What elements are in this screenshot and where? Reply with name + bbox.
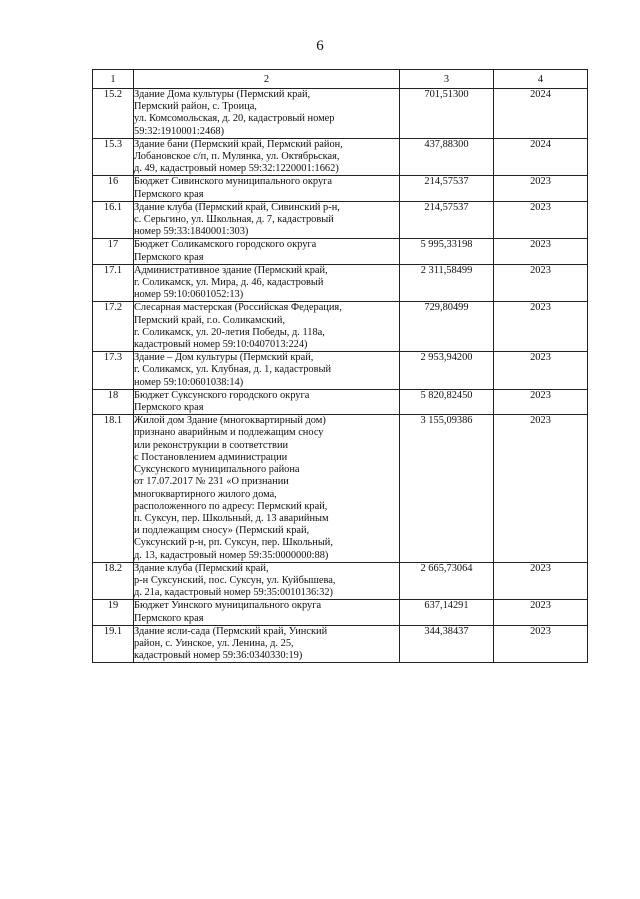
row-description: Здание клуба (Пермский край, р-н Суксунский, пос. Суксун, ул. Куйбышева, д. 21а, кадастровый номер 59:35:0010136:32) bbox=[134, 562, 336, 599]
row-number-cell bbox=[93, 89, 134, 139]
row-number: 16 bbox=[107, 176, 119, 188]
row-number-cell bbox=[93, 352, 134, 390]
row-amount: 2 953,94200 bbox=[420, 352, 473, 364]
table-row bbox=[93, 600, 588, 625]
row-year: 2023 bbox=[530, 625, 551, 637]
row-number-cell bbox=[93, 389, 134, 414]
row-amount-cell bbox=[400, 89, 494, 139]
row-year-cell bbox=[494, 415, 588, 562]
row-description: Бюджет Уинского муниципального округа Пермского края bbox=[134, 600, 322, 624]
table-row bbox=[93, 302, 588, 352]
row-description: Жилой дом Здание (многоквартирный дом) признано аварийным и подлежащим сносу или реконструкции в соответствии с Постановлением администрации Суксунского муниципального района от 17.07.2017 № 231 «О признании многоквартирного жилого дома, расположенного по адресу: Пермский край, п. Суксун, пер. Школьный, д. 13 аварийным и подлежащим сносу» (Пермский край, Суксунский р-н, рп. Суксун, пер. Школьный, д. 13, кадастровый номер 59:35:0000000:88) bbox=[134, 415, 333, 561]
row-number-cell bbox=[93, 625, 134, 663]
row-description-cell bbox=[134, 352, 400, 390]
row-amount-cell bbox=[400, 239, 494, 264]
row-number: 16.1 bbox=[103, 201, 123, 213]
row-amount: 637,14291 bbox=[424, 600, 469, 612]
row-description: Здание ясли-сада (Пермский край, Уинский район, с. Уинское, ул. Ленина, д. 25, кадастровый номер 59:36:0340330:19) bbox=[134, 625, 328, 662]
row-amount-cell bbox=[400, 176, 494, 201]
row-amount-cell bbox=[400, 389, 494, 414]
table-row bbox=[93, 625, 588, 663]
row-number-cell bbox=[93, 201, 134, 239]
row-description-cell bbox=[134, 562, 400, 600]
row-amount-cell bbox=[400, 600, 494, 625]
table-row bbox=[93, 389, 588, 414]
row-description-cell bbox=[134, 138, 400, 176]
row-amount: 729,80499 bbox=[424, 302, 469, 314]
row-description: Бюджет Суксунского городского округа Пермского края bbox=[134, 389, 310, 414]
row-year: 2023 bbox=[530, 201, 551, 213]
row-year: 2023 bbox=[530, 562, 551, 574]
table-row bbox=[93, 264, 588, 302]
row-number-cell bbox=[93, 302, 134, 352]
table-row bbox=[93, 138, 588, 176]
row-number: 15.2 bbox=[103, 89, 123, 100]
row-description-cell bbox=[134, 302, 400, 352]
row-description-cell bbox=[134, 625, 400, 663]
row-number: 18.1 bbox=[103, 415, 123, 427]
row-year-cell bbox=[494, 176, 588, 201]
row-amount: 5 820,82450 bbox=[420, 389, 473, 401]
row-description: Здание Дома культуры (Пермский край, Пермский район, с. Троица, ул. Комсомольская, д. 20, кадастровый номер 59:32:1910001:2468) bbox=[134, 89, 335, 137]
row-amount: 2 311,58499 bbox=[420, 264, 473, 276]
row-description: Здание клуба (Пермский край, Сивинский р-н, с. Серьгино, ул. Школьная, д. 7, кадастровый номер 59:33:1840001:303) bbox=[134, 201, 340, 238]
row-year: 2023 bbox=[530, 389, 551, 401]
row-year-cell bbox=[494, 89, 588, 139]
row-year: 2023 bbox=[530, 600, 551, 612]
row-year-cell bbox=[494, 625, 588, 663]
row-number: 17 bbox=[107, 239, 119, 251]
row-amount: 5 995,33198 bbox=[420, 239, 473, 251]
row-amount-cell bbox=[400, 264, 494, 302]
table-row bbox=[93, 415, 588, 562]
header-cell: 4 bbox=[494, 70, 588, 89]
row-number: 18.2 bbox=[103, 562, 123, 574]
row-description: Бюджет Соликамского городского округа Пермского края bbox=[134, 239, 317, 263]
row-year-cell bbox=[494, 239, 588, 264]
row-amount: 3 155,09386 bbox=[420, 415, 473, 427]
row-number: 17.3 bbox=[103, 352, 123, 364]
row-description: Здание бани (Пермский край, Пермский район, Лобановское с/п, п. Мулянка, ул. Октябрьская, д. 49, кадастровый номер 59:32:1220001:1662) bbox=[134, 138, 343, 175]
row-amount: 344,38437 bbox=[424, 625, 469, 637]
row-year-cell bbox=[494, 352, 588, 390]
row-description: Слесарная мастерская (Российская Федерация, Пермский край, г.о. Соликамский, г. Соликамск, ул. 20-летия Победы, д. 118а, кадастровый номер 59:10:0407013:224) bbox=[134, 302, 342, 351]
header-cell: 2 bbox=[134, 70, 400, 89]
row-amount-cell bbox=[400, 352, 494, 390]
row-amount: 701,51300 bbox=[424, 89, 469, 100]
row-description-cell bbox=[134, 239, 400, 264]
row-number: 17.1 bbox=[103, 264, 123, 276]
row-year-cell bbox=[494, 264, 588, 302]
row-amount-cell bbox=[400, 562, 494, 600]
row-number-cell bbox=[93, 264, 134, 302]
table-row bbox=[93, 562, 588, 600]
row-year-cell bbox=[494, 302, 588, 352]
row-number-cell bbox=[93, 239, 134, 264]
row-number: 17.2 bbox=[103, 302, 123, 314]
budget-table bbox=[92, 69, 588, 663]
row-number-cell bbox=[93, 415, 134, 562]
table-header-row bbox=[93, 70, 588, 89]
row-amount-cell bbox=[400, 302, 494, 352]
row-number-cell bbox=[93, 562, 134, 600]
row-description: Здание – Дом культуры (Пермский край, г. Соликамск, ул. Клубная, д. 1, кадастровый номер 59:10:0601038:14) bbox=[134, 352, 332, 388]
row-description-cell bbox=[134, 176, 400, 201]
row-amount: 437,88300 bbox=[424, 138, 469, 150]
table-row bbox=[93, 176, 588, 201]
row-year: 2023 bbox=[530, 176, 551, 188]
row-amount-cell bbox=[400, 625, 494, 663]
row-year-cell bbox=[494, 138, 588, 176]
row-amount-cell bbox=[400, 138, 494, 176]
page-number: 6 bbox=[316, 38, 324, 54]
row-description: Бюджет Сивинского муниципального округа Пермского края bbox=[134, 176, 333, 200]
row-year: 2024 bbox=[530, 138, 551, 150]
row-year: 2023 bbox=[530, 302, 551, 314]
table-row bbox=[93, 352, 588, 390]
row-description-cell bbox=[134, 389, 400, 414]
row-year: 2023 bbox=[530, 264, 551, 276]
table-row bbox=[93, 201, 588, 239]
row-description-cell bbox=[134, 201, 400, 239]
row-amount-cell bbox=[400, 201, 494, 239]
header-cell: 3 bbox=[400, 70, 494, 89]
row-year-cell bbox=[494, 600, 588, 625]
row-amount: 214,57537 bbox=[424, 201, 469, 213]
row-number: 15.3 bbox=[103, 138, 123, 150]
row-year-cell bbox=[494, 562, 588, 600]
header-cell: 1 bbox=[93, 70, 134, 89]
row-number: 19.1 bbox=[103, 625, 123, 637]
row-amount: 214,57537 bbox=[424, 176, 469, 188]
row-year-cell bbox=[494, 389, 588, 414]
row-year: 2024 bbox=[530, 89, 551, 100]
row-description-cell bbox=[134, 415, 400, 562]
row-description-cell bbox=[134, 600, 400, 625]
row-year-cell bbox=[494, 201, 588, 239]
row-amount: 2 665,73064 bbox=[420, 562, 473, 574]
row-number-cell bbox=[93, 138, 134, 176]
row-year: 2023 bbox=[530, 415, 551, 427]
row-number-cell bbox=[93, 600, 134, 625]
row-year: 2023 bbox=[530, 352, 551, 364]
row-number: 19 bbox=[107, 600, 119, 612]
row-description-cell bbox=[134, 89, 400, 139]
row-number: 18 bbox=[107, 389, 119, 401]
row-description: Административное здание (Пермский край, г. Соликамск, ул. Мира, д. 46, кадастровый номер 59:10:0601052:13) bbox=[134, 264, 328, 301]
row-number-cell bbox=[93, 176, 134, 201]
row-year: 2023 bbox=[530, 239, 551, 251]
table-row bbox=[93, 239, 588, 264]
row-description-cell bbox=[134, 264, 400, 302]
table-row bbox=[93, 89, 588, 139]
row-amount-cell bbox=[400, 415, 494, 562]
